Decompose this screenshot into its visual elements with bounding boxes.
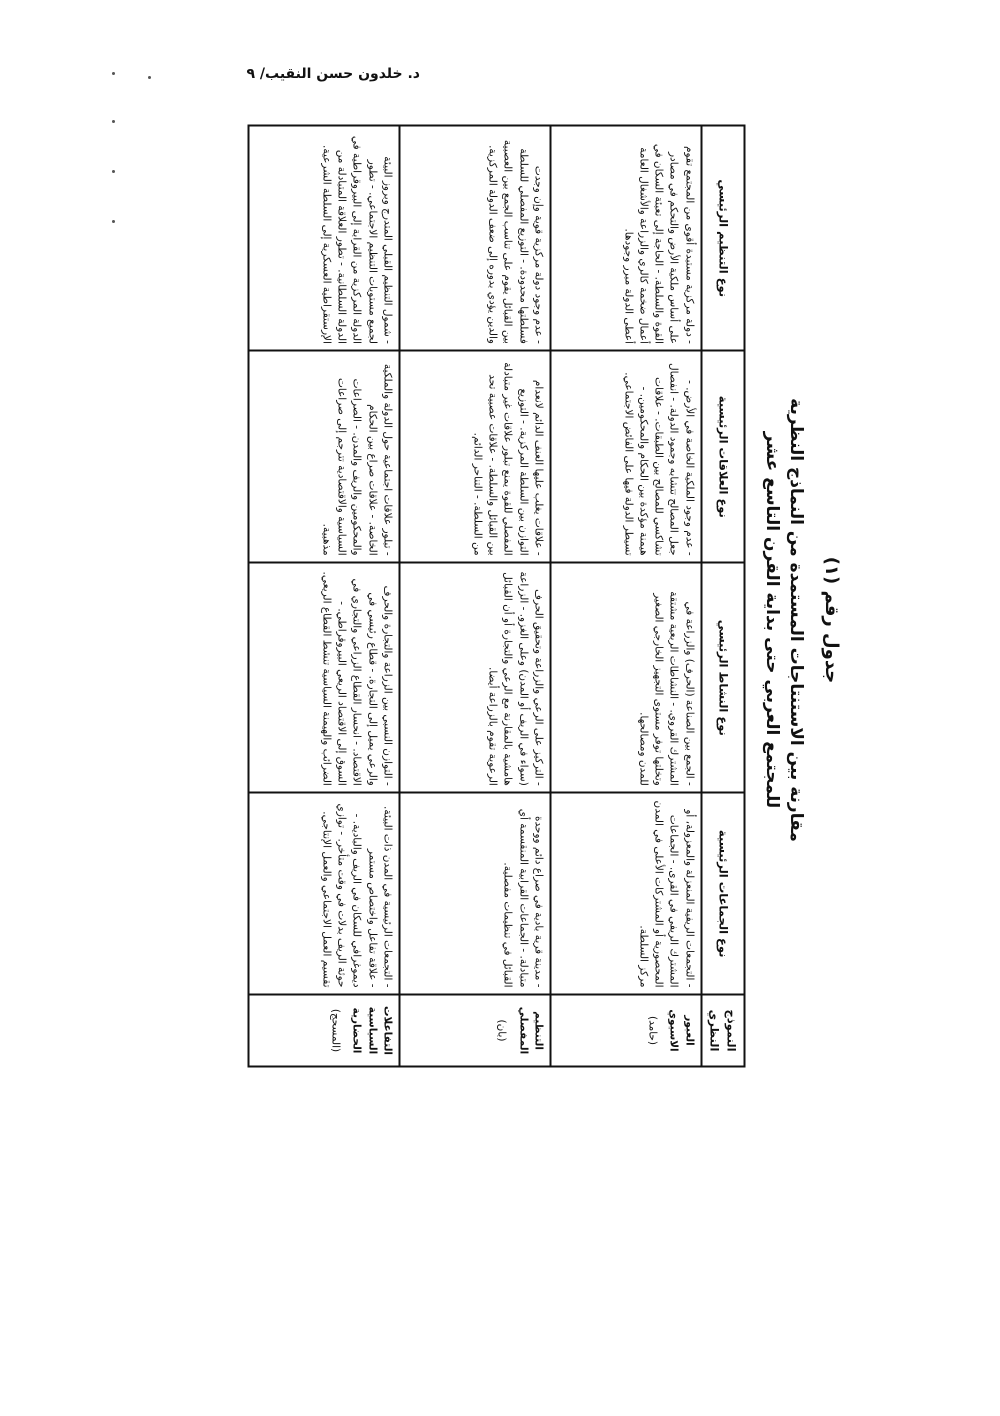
activity-cell: - التركيز على الرعي والزراعة وتحقيق الحرف (سواء في الريف أو المدن) وعلى الغزو. - الزراعة هامشية بالمقارنة مع الرعي والتجارة أو أن القبائل الرعوية تقوم بالزراعة أيضا. xyxy=(399,563,550,793)
activity-cell: - الجمع بين الصناعة (الحرف) والزراعة في المشترك القروي. - النشاطات الربعية مشتقة وتخلتها توفر مستوى التجهيز الخارجي الصغير للمدن ومصالحها. xyxy=(550,563,701,793)
table-row xyxy=(249,126,400,1067)
header-groups: نوع الجماعات الرئيسية xyxy=(701,793,744,995)
organization-cell: - دولة مركزية مستبدة أقوى من المجتمع تقوم على أساس ملكية الأرض والتحكم في مصادر القوة والسلطة. - الحاجة إلى تعبئة السكان في أعمال ضخمة كالري والزراعة والأشغال العامة أعطى الدولة مبرر وجودها. xyxy=(550,126,701,351)
table-row xyxy=(399,126,550,1067)
header-organization: نوع التنظيم الرئيسي xyxy=(701,126,744,351)
comparison-table xyxy=(248,125,746,1068)
margin-dot xyxy=(112,220,115,223)
relations-cell: - عدم وجود الملكية الخاصة في الأرض. - جعل المصالح تتشابه وجمود الدولة. - انفصال تشاكسي للمصالح بين الطبقات. - علاقات هيمنة مؤكدة بين الحكام والمحكومين. - تسيطر الدولة فيها على الفائض الاجتماعي. xyxy=(550,351,701,563)
rotated-table xyxy=(248,125,746,1068)
organization-cell: - شمول التنظيم القبلي المتدرج وبروز البيئة لجميع مستويات التنظيم الاجتماعي. - تطور الدولة المركزية من القرابة إلى البيروقراطية في الدولة السلطانية. - تطور العلاقة المتبادلة من الإرستقراطية العسكرية إلى السلطة الشرعية. xyxy=(249,126,400,351)
comparison-table-wrapper xyxy=(247,125,745,1068)
title-line-1: جدول رقم (١) xyxy=(821,556,842,684)
model-name: العبور الاسيوي xyxy=(667,1009,696,1052)
groups-cell: - مدينة قرية بادية في صراع دائم ووحدة متبادلة. - الجماعات القرابية المنقسمة أي القبائل في تنظيمات مفصلية. xyxy=(399,793,550,995)
organization-cell: - عدم وجود دولة مركزية قوية وإن وجدت فسلطتها محدودة. - التوزيع المفصلي للسلطة بين القبائل يقوم على تناسب الجمع بين العصبية والدين يؤدي بدوره إلى ضعف الدولة المركزية. xyxy=(399,126,550,351)
header-relations: نوع العلاقات الرئيسية xyxy=(701,351,744,563)
table-header-row xyxy=(701,126,744,1067)
title-line-3: للمجتمع العربي حتى بداية القرن التاسع عشر xyxy=(762,431,782,809)
groups-cell: - التجمعات الرئيسية في المدن ذات البيئة. - علاقة تفاعل واختصاص مستمر ديموغرافي للسكان في الريف والبادية. - حوثة الريف بدلات في وقت متأخر. - توازي تقسيم العمل الاجتماعي والعمل الإنتاجي. xyxy=(249,793,400,995)
model-name: التفاعلات السياسية الحضارية xyxy=(350,1005,394,1056)
margin-dot xyxy=(112,120,115,123)
activity-cell: - التوازن النسبي بين الزراعة والتجارة والحرف والرعي يميل إلى التجارة. - قطاع رئيسي في الاقتصاد. - انحسار القطاع الزراعي والتجاري في السوق إلى الاقتصاد الريعي البيروقراطي. - الضرائب والهيمنة السياسية تنشط القطاع الريعي. xyxy=(249,563,400,793)
groups-cell: - التجمعات الريفية المنعزلة والمعزولة، أو المشترك الريفي في القرى. - الجماعات المحصورية أو المشتركات الأعلى في المدن مركز السلطة. xyxy=(550,793,701,995)
model-tag: (المسحج) xyxy=(329,1008,342,1053)
header-model: النموذج النظري xyxy=(701,995,744,1067)
margin-dot xyxy=(148,76,151,79)
model-cell xyxy=(249,995,400,1067)
model-tag: (حامد) xyxy=(646,1015,659,1046)
relations-cell: - تبلور علاقات اجتماعية حول الدولة والملكية الخاصة. - علاقات صراع بين الحكام والمحكومين والريف والمدن. - الصراعات السياسية والاقتصادية تترجم إلى صراعات مذهبية. xyxy=(249,351,400,563)
title-line-2: مقارنة بين الاستنتاجات المستمدة من النماذج النظرية xyxy=(786,398,806,842)
model-name: التنظيم المفصلي xyxy=(517,1006,545,1055)
relations-cell: - علاقات يغلب عليها العنف الدائم لانعدام التوازن بين السلطة المركزية. - التوزيع المفصلي للقوة يمنع تبلور علاقات غير متبادلة بين القبائل والسلطة. - علاقات عصبية تحد من السلطة. - التناحر الدائم. xyxy=(399,351,550,563)
model-cell xyxy=(399,995,550,1067)
header-activity: نوع النشاط الرئيسي xyxy=(701,563,744,793)
model-cell xyxy=(550,995,701,1067)
margin-dot xyxy=(112,170,115,173)
model-tag: (بان) xyxy=(495,1019,508,1042)
table-row xyxy=(550,126,701,1067)
margin-dot xyxy=(112,72,115,75)
page-header: د. خلدون حسن النقيب/ ٩ xyxy=(246,66,420,82)
